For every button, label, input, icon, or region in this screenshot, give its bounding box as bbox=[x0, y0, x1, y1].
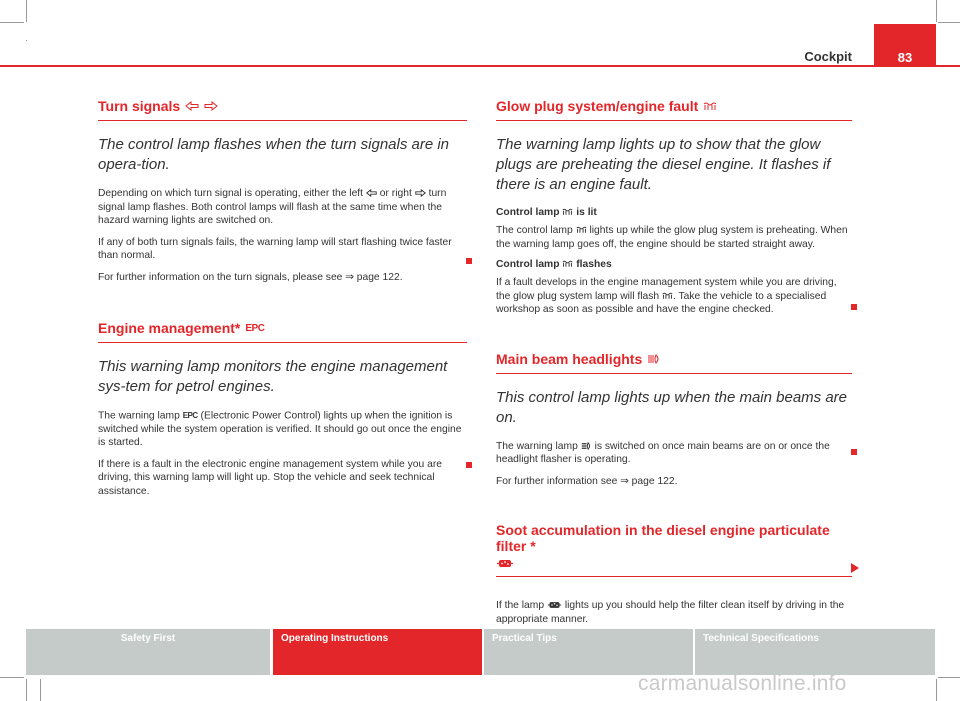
header-rule bbox=[0, 65, 960, 67]
crop-mark bbox=[26, 679, 27, 701]
glow-plug-intro: The warning lamp lights up to show that the glow plugs are preheating the diesel engine. It flashes if there is an engine fault. bbox=[496, 136, 831, 193]
particulate-filter-icon bbox=[547, 601, 562, 609]
turn-left-icon bbox=[185, 101, 199, 111]
turn-right-icon bbox=[204, 101, 218, 111]
section-title-engine-management bbox=[98, 320, 467, 343]
glow-plug-paragraph bbox=[496, 276, 852, 317]
soot-paragraph bbox=[496, 599, 852, 626]
section-end-marker bbox=[851, 304, 857, 310]
text: . Take the vehicle to a specialised workshop as soon as possible and have the engine checked. bbox=[496, 290, 827, 315]
main-beam-reference: For further information see ⇒ page 122. bbox=[496, 475, 678, 487]
epc-icon: EPC bbox=[182, 411, 198, 420]
text: Control lamp bbox=[496, 259, 560, 270]
text: Control lamp bbox=[496, 207, 560, 218]
glow-plug-icon bbox=[662, 292, 673, 300]
crop-mark bbox=[40, 679, 41, 701]
crop-mark bbox=[936, 0, 937, 22]
text: or right bbox=[379, 188, 412, 199]
main-beam-icon bbox=[581, 442, 592, 450]
main-beam-intro: This control lamp lights up when the main beams are on. bbox=[496, 388, 848, 426]
left-column bbox=[98, 98, 467, 506]
text: is lit bbox=[576, 207, 597, 218]
text: The warning lamp bbox=[98, 410, 180, 422]
text: flashes bbox=[576, 259, 612, 270]
crop-mark bbox=[938, 677, 960, 678]
glow-plug-title: Glow plug system/engine fault bbox=[496, 98, 699, 114]
glow-plug-paragraph bbox=[496, 224, 852, 251]
crop-mark bbox=[26, 0, 27, 22]
turn-signals-intro: The control lamp flashes when the turn signals are in opera-tion. bbox=[98, 136, 450, 173]
crop-mark bbox=[0, 22, 24, 23]
text: lights up you should help the filter clean itself by driving in the appropriate manner. bbox=[496, 600, 845, 625]
continue-arrow-icon bbox=[851, 563, 859, 573]
watermark: carmanualsonline.info bbox=[638, 672, 847, 695]
glow-plug-icon bbox=[703, 102, 717, 111]
engine-management-title: Engine management* bbox=[98, 320, 241, 336]
section-end-marker bbox=[851, 449, 857, 455]
glow-plug-icon bbox=[562, 260, 573, 268]
text: If the lamp bbox=[496, 600, 545, 611]
text: is switched on once main beams are on or once the headlight flasher is operating. bbox=[496, 440, 830, 465]
text: Depending on which turn signal is operating, either the left bbox=[98, 188, 364, 199]
turn-signals-reference: For further information on the turn signals, please see ⇒ page 122. bbox=[98, 271, 403, 283]
footer-tab-operating-instructions[interactable]: Operating Instructions bbox=[273, 629, 482, 675]
turn-signals-paragraph bbox=[98, 187, 467, 228]
engine-management-paragraph bbox=[98, 409, 467, 450]
turn-left-icon bbox=[366, 189, 377, 197]
text: The warning lamp bbox=[496, 440, 578, 452]
text: The control lamp bbox=[496, 225, 573, 236]
turn-right-icon bbox=[415, 189, 426, 197]
crop-mark bbox=[0, 677, 24, 678]
particulate-filter-icon bbox=[496, 559, 514, 568]
main-beam-paragraph bbox=[496, 440, 852, 467]
turn-signals-paragraph: If any of both turn signals fails, the warning lamp will start flashing twice faster than normal. bbox=[98, 236, 452, 261]
turn-signals-title: Turn signals bbox=[98, 98, 181, 114]
footer-tab-technical-specifications[interactable]: Technical Specifications bbox=[695, 629, 935, 675]
text: If a fault develops in the engine management system while you are driving, the glow plug system lamp will flash bbox=[496, 277, 837, 302]
epc-icon: EPC bbox=[245, 322, 265, 334]
text: (Electronic Power Control) lights up when the ignition is switched while the system operation is verified. It should go out once the engine is started. bbox=[98, 410, 462, 449]
engine-management-paragraph: If there is a fault in the electronic engine management system while you are driving, this warning lamp will light up. Stop the vehicle and seek technical assistance. bbox=[98, 458, 442, 497]
glow-plug-icon bbox=[562, 208, 573, 216]
main-beam-icon bbox=[647, 354, 661, 364]
main-beam-title: Main beam headlights bbox=[496, 350, 643, 367]
section-title-glow-plug bbox=[496, 98, 852, 121]
text: lights up while the glow plug system is preheating. When the warning lamp goes off, the engine should be started straight away. bbox=[496, 225, 848, 250]
soot-title: Soot accumulation in the diesel engine particulate filter * bbox=[496, 522, 830, 554]
right-column bbox=[496, 98, 852, 634]
glow-plug-subheading-flashes bbox=[496, 259, 852, 270]
section-title-turn-signals bbox=[98, 98, 467, 121]
page-header-title: Cockpit bbox=[804, 49, 852, 64]
text: turn signal lamp flashes. Both control lamps will flash at the same time when the hazard warning lights are switched on. bbox=[98, 188, 447, 226]
glow-plug-subheading-lit bbox=[496, 207, 852, 218]
section-end-marker bbox=[466, 462, 472, 468]
crop-mark bbox=[938, 22, 960, 23]
crop-mark bbox=[936, 679, 937, 701]
glow-plug-icon bbox=[576, 226, 587, 234]
section-end-marker bbox=[466, 258, 472, 264]
crop-mark bbox=[26, 40, 27, 41]
engine-management-intro: This warning lamp monitors the engine management sys-tem for petrol engines. bbox=[98, 358, 448, 395]
page-number: 83 bbox=[874, 24, 936, 67]
footer-tab-practical-tips[interactable]: Practical Tips bbox=[484, 629, 693, 675]
section-title-soot bbox=[496, 522, 852, 577]
section-title-main-beam bbox=[496, 351, 852, 374]
footer-tab-safety-first[interactable]: Safety First bbox=[26, 629, 270, 675]
